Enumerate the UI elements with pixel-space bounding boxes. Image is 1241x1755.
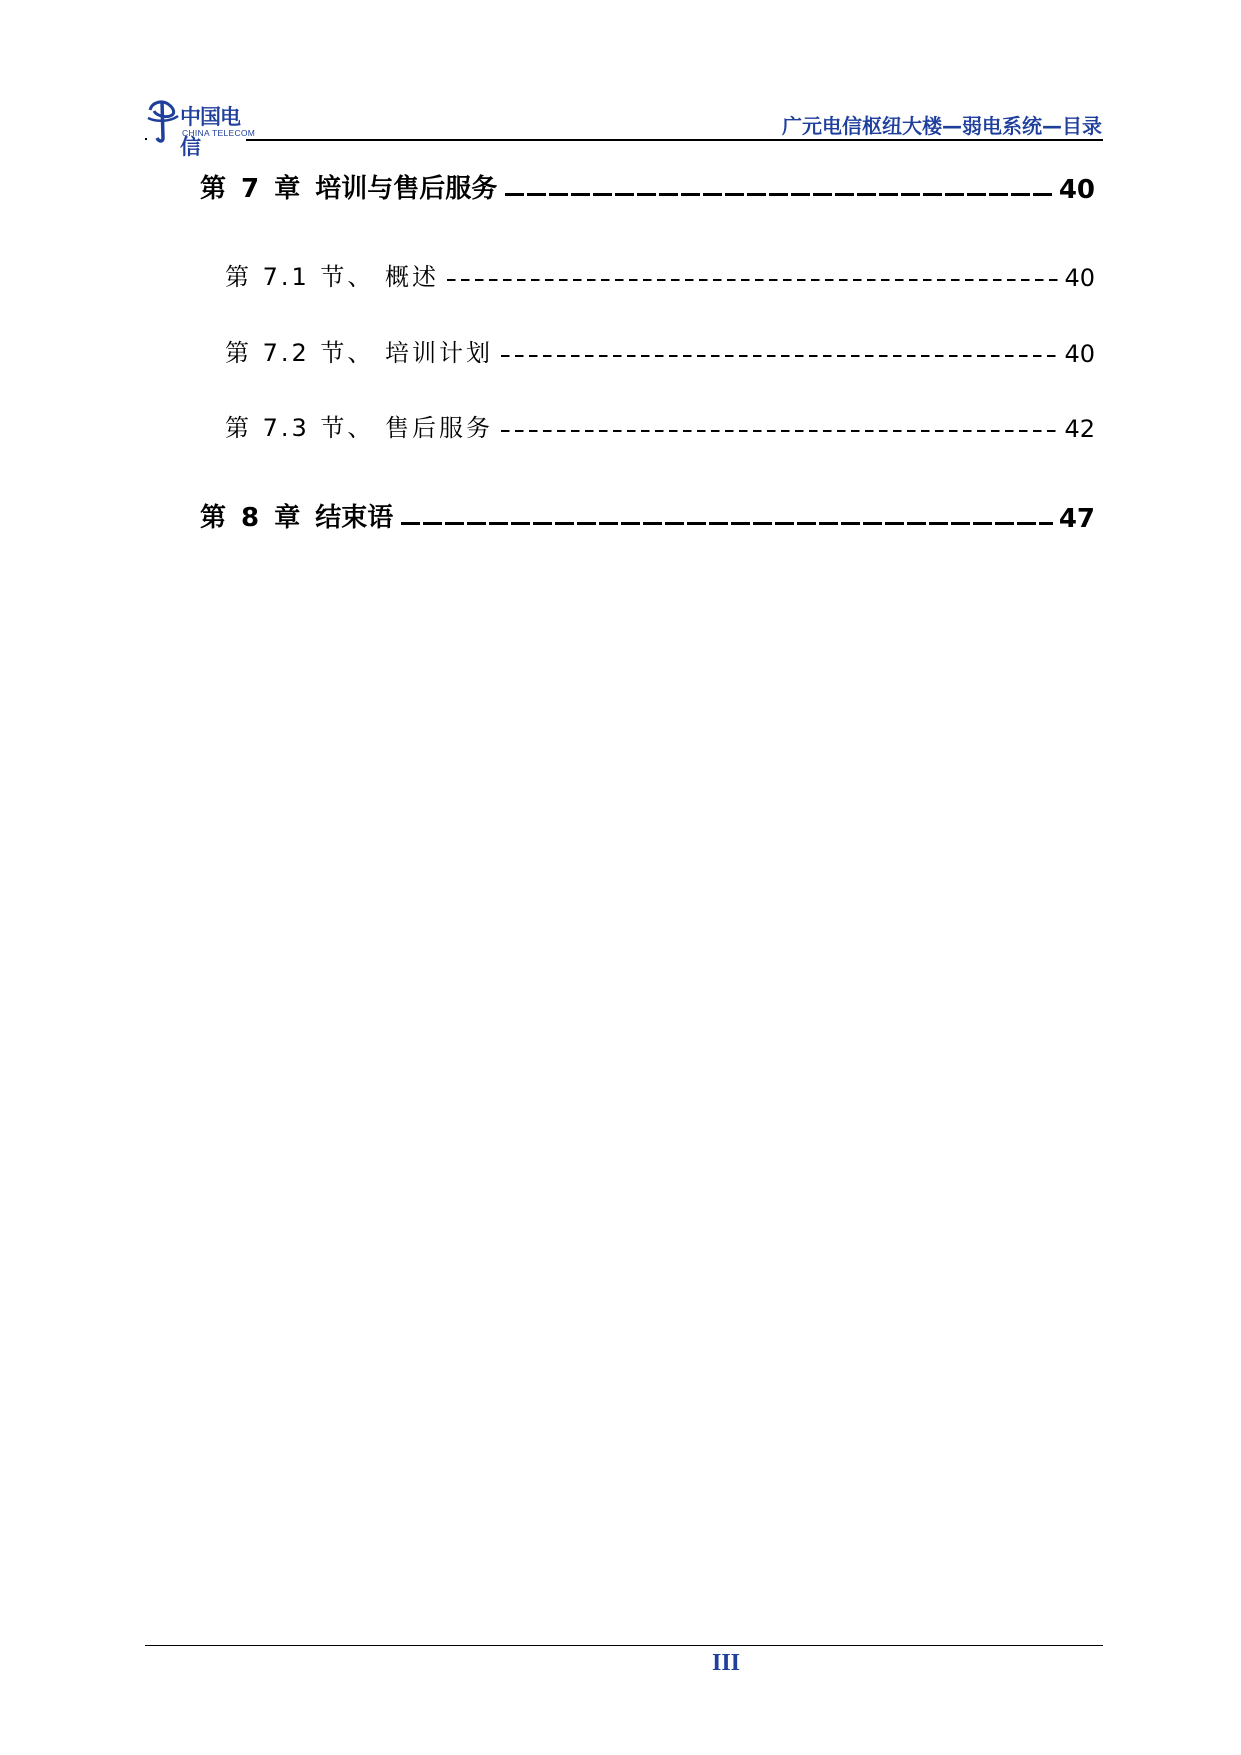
china-telecom-logo	[146, 98, 256, 159]
toc-leader	[505, 182, 1053, 196]
toc-entry-label: 第 7.2 节、 培训计划	[225, 339, 494, 367]
toc-leader	[501, 420, 1058, 432]
toc-page-number: 42	[1064, 415, 1095, 443]
toc-page-number: 40	[1064, 264, 1095, 292]
toc-entry-label: 第 8 章 结束语	[200, 503, 394, 533]
toc-section-7-2[interactable]	[225, 333, 1093, 368]
header-rule	[246, 139, 1103, 141]
toc-leader	[401, 511, 1053, 525]
toc-page-number: 47	[1058, 504, 1095, 534]
toc-chapter-8[interactable]	[200, 497, 1093, 534]
china-telecom-logo-icon	[146, 98, 180, 144]
logo-english-text: CHINA TELECOM	[182, 128, 256, 138]
toc-section-7-1[interactable]	[225, 257, 1093, 292]
logo-chinese-text: 中国电信	[180, 104, 240, 159]
footer-rule	[145, 1645, 1103, 1646]
footer-page-number: III	[711, 1650, 741, 1676]
header-title: 广元电信枢纽大楼—弱电系统—目录	[782, 114, 1102, 138]
header-dot	[145, 138, 147, 140]
toc-leader	[447, 269, 1058, 281]
toc-section-7-3[interactable]	[225, 408, 1093, 443]
toc-entry-label: 第 7.1 节、 概述	[225, 263, 440, 291]
toc-chapter-7[interactable]	[200, 168, 1093, 205]
toc-entry-label: 第 7.3 节、 售后服务	[225, 414, 494, 442]
toc-leader	[501, 345, 1058, 357]
toc-page-number: 40	[1064, 340, 1095, 368]
toc-page-number: 40	[1058, 175, 1095, 205]
toc-entry-label: 第 7 章 培训与售后服务	[200, 174, 498, 204]
